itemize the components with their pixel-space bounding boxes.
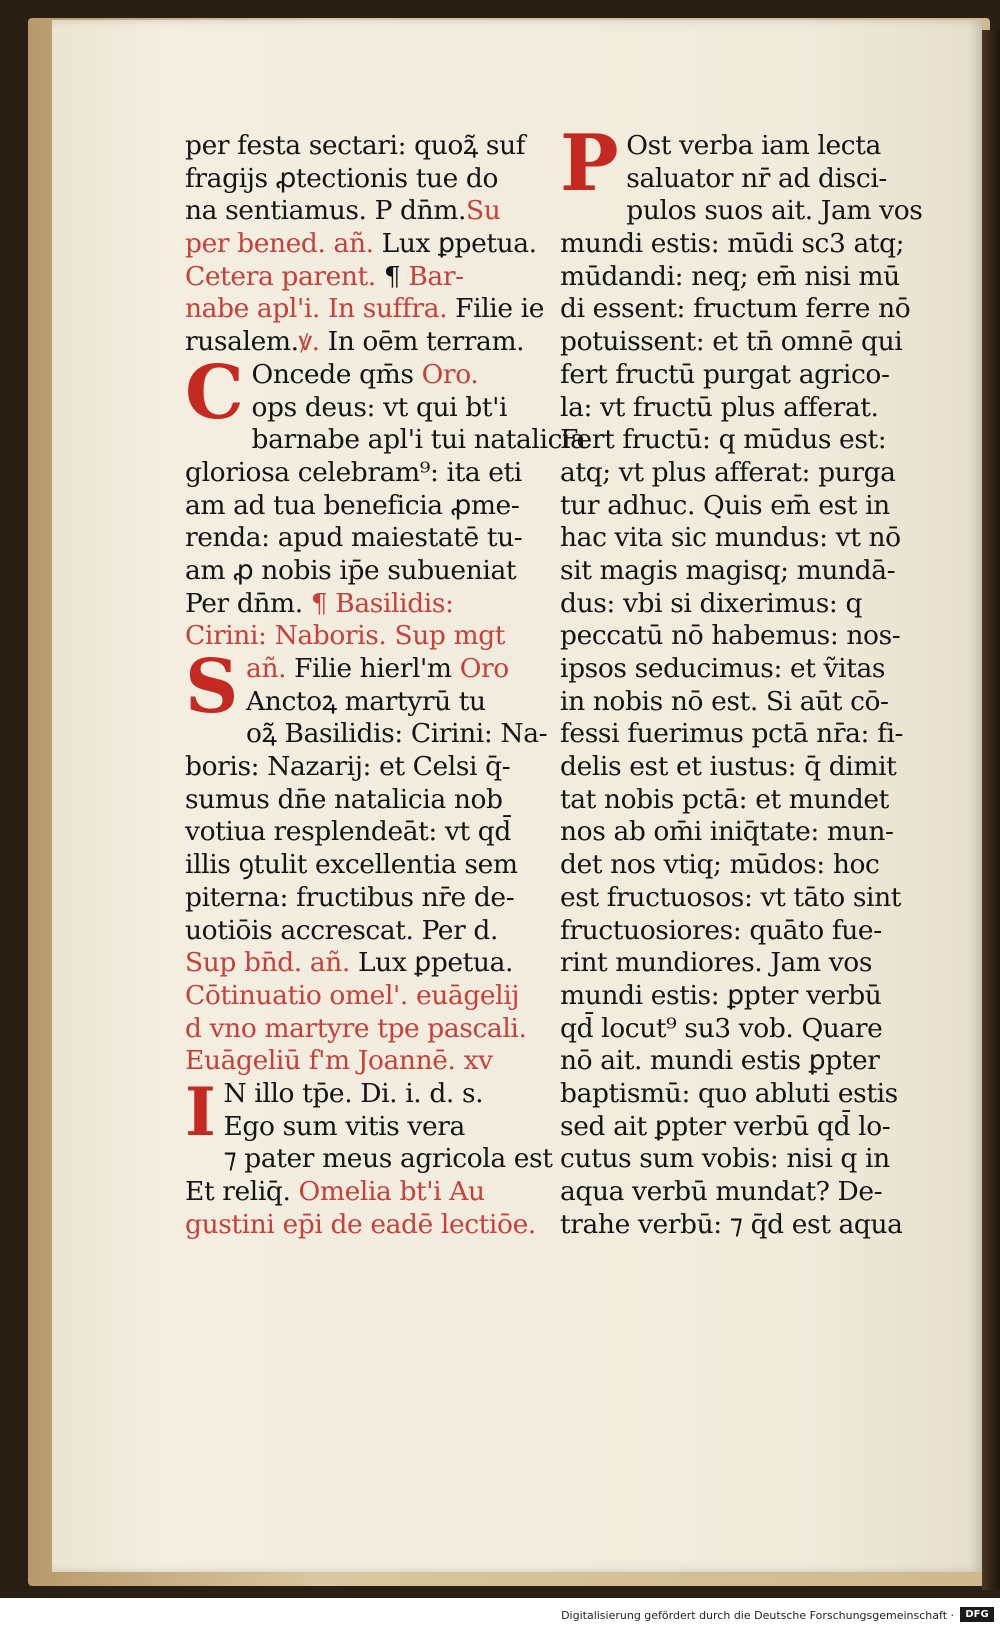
text-line	[185, 751, 555, 784]
text-line	[560, 1013, 935, 1046]
rubric-text: añ.	[246, 653, 287, 684]
body-text: nō ait. mundi estis ꝑpter	[560, 1045, 880, 1077]
text-line	[560, 228, 935, 261]
body-text: trahe verbū: ⁊ q̄d est aqua	[560, 1208, 903, 1240]
text-line	[185, 1176, 555, 1209]
body-text: delis est et iustus: q̄ dimit	[560, 751, 897, 783]
text-line	[560, 653, 935, 686]
rubric-text: Oro	[459, 653, 509, 684]
text-line	[185, 228, 555, 261]
text-line	[560, 1045, 935, 1078]
initial-i: I	[185, 1072, 216, 1151]
body-text: piterna: fructibus nr̄e de-	[185, 881, 515, 913]
body-text: dus: vbi si dixerimus: q	[560, 587, 863, 619]
body-text: Oncede qm̄s	[251, 358, 422, 390]
text-line	[185, 620, 555, 653]
rubric-text: d vno martyre tpe pascali.	[185, 1012, 527, 1044]
text-line	[560, 718, 935, 751]
body-text: nos ab om̄i iniq̄tate: mun-	[560, 816, 894, 848]
text-line	[185, 1045, 555, 1078]
text-line	[185, 1143, 555, 1176]
rubric-text: Oro.	[421, 358, 479, 390]
rubric-text: Cirini: Naboris. Sup mgt	[185, 620, 506, 652]
prayer-block-2-head	[185, 644, 555, 1078]
body-text: saluator nr̄ ad disci-	[626, 162, 887, 194]
initial-s: S	[185, 644, 239, 730]
body-text: boris: Nazarij: et Celsi q̄-	[185, 751, 511, 783]
body-text: mundi estis: ꝑpter verbū	[560, 979, 882, 1011]
text-line	[560, 490, 935, 523]
body-text: fert fructū purgat agrico-	[560, 358, 890, 390]
text-line	[560, 457, 935, 490]
text-line	[185, 653, 555, 686]
body-text: votiua resplendeāt: vt qd̄	[185, 816, 511, 848]
body-text: in nobis nō est. Si aūt cō-	[560, 685, 889, 717]
body-text: uotiōis accrescat. Per d.	[185, 914, 498, 946]
body-text: Ost verba iam lecta	[626, 130, 881, 161]
body-text: sed ait ꝑpter verbū qd̄ lo-	[560, 1110, 891, 1142]
text-line	[560, 915, 935, 948]
body-text: sumus dn̄e natalicia nob	[185, 783, 503, 815]
text-line	[185, 293, 555, 326]
text-line	[560, 980, 935, 1013]
body-text: Lux ꝑpetua.	[349, 947, 514, 979]
rubric-text: Sup bn̄d. añ.	[185, 947, 350, 979]
body-text: gloriosa celebram⁹: ita eti	[185, 456, 522, 488]
rubric-text: ¶ Basilidis:	[310, 587, 454, 619]
rubric-text: nabe apl'i. In suffra.	[185, 293, 448, 325]
binding-shadow	[982, 30, 1000, 1590]
text-line	[185, 784, 555, 817]
body-text: atq; vt plus afferat: purga	[560, 456, 896, 488]
initial-block-2	[185, 644, 555, 1078]
text-line	[560, 555, 935, 588]
rubric-text: ꝟ.	[298, 326, 320, 358]
body-text: am ꝓ nobis ip̄e subueniat	[185, 554, 517, 586]
text-line	[185, 1013, 555, 1046]
left-text-column	[185, 130, 586, 1241]
footer-bar	[0, 1598, 1000, 1632]
body-text: ops deus: vt qui bt'i	[251, 391, 508, 423]
right-text-column	[560, 118, 935, 1241]
body-text: pulos suos ait. Jam vos	[626, 195, 923, 227]
text-line	[185, 490, 555, 523]
body-text: fessi fuerimus pctā nr̄a: fi-	[560, 718, 904, 750]
text-line	[185, 1078, 555, 1111]
body-text: renda: apud maiestatē tu-	[185, 522, 523, 554]
text-line	[560, 424, 935, 457]
body-text: Filie ie	[447, 293, 545, 325]
body-text: Per dn̄m.	[185, 587, 311, 619]
body-text: peccatū nō habemus: nos-	[560, 620, 901, 652]
text-line	[185, 849, 555, 882]
text-line	[185, 457, 555, 490]
text-line	[185, 718, 555, 751]
text-line	[560, 359, 935, 392]
dfg-logo: DFG	[960, 1607, 994, 1622]
text-line	[560, 1078, 935, 1111]
rubric-text: Bar-	[408, 260, 464, 292]
text-line	[560, 1143, 935, 1176]
text-line	[185, 163, 555, 196]
body-text: potuissent: et tn̄ omnē qui	[560, 326, 903, 358]
initial-block-1	[185, 349, 586, 653]
text-line	[560, 261, 935, 294]
body-text: na sentiamus. P dn̄m.	[185, 195, 467, 227]
body-text: cutus sum vobis: nisi q in	[560, 1143, 890, 1175]
rubric-text: Euāgeliū f'm Joannē. xv	[185, 1045, 493, 1077]
body-text: Filie hierl'm	[286, 653, 460, 684]
rubric-text: gustini ep̄i de eadē lectiōe.	[185, 1208, 536, 1240]
initial-p: P	[560, 118, 619, 209]
text-line	[185, 261, 555, 294]
initial-c: C	[185, 349, 244, 436]
left-column-top-lines	[185, 130, 555, 359]
body-text: Lux ꝑpetua.	[373, 228, 537, 260]
body-text: det nos vtiq; mūdos: hoc	[560, 849, 880, 881]
rubric-text: Cōtinuatio omel'. euāgelij	[185, 979, 520, 1011]
text-line	[185, 686, 555, 719]
text-line	[560, 392, 935, 425]
body-text: rusalem.	[185, 326, 299, 358]
text-line	[560, 751, 935, 784]
text-line	[560, 326, 935, 359]
text-line	[185, 588, 555, 621]
body-text: mundi estis: mūdi sc3 atq;	[560, 228, 905, 260]
body-text: per festa sectari: quoꝝ̃ suf	[185, 130, 526, 161]
text-line	[560, 620, 935, 653]
text-line	[560, 882, 935, 915]
text-line	[560, 849, 935, 882]
body-text: illis ꝯtulit excellentia sem	[185, 849, 518, 881]
text-line	[185, 947, 555, 980]
rubric-text: Su	[466, 195, 501, 227]
body-text: la: vt fructū plus afferat.	[560, 391, 879, 423]
text-line	[185, 195, 555, 228]
body-text: fructuosiores: quāto fue-	[560, 914, 882, 946]
body-text: Ego sum vitis vera	[223, 1110, 465, 1142]
body-text: rint mundiores. Jam vos	[560, 947, 873, 979]
body-text: fragijs ꝓtectionis tue do	[185, 162, 499, 194]
body-text: sit magis magisq; mundā-	[560, 554, 896, 586]
text-line	[185, 130, 555, 163]
body-text: Et reliq̄.	[185, 1176, 291, 1207]
body-text: Anctoꝝ martyrū tu	[246, 685, 486, 717]
body-text: tur adhuc. Quis em̄ est in	[560, 489, 890, 521]
text-line	[560, 1176, 935, 1209]
body-text: mūdandi: neq; em̄ nisi mū	[560, 260, 900, 292]
body-text: di essent: fructum ferre nō	[560, 293, 911, 325]
text-line	[560, 588, 935, 621]
body-text: am ad tua beneficia ꝓme-	[185, 489, 520, 521]
body-text: qd̄ locut⁹ su3 vob. Quare	[560, 1012, 883, 1044]
text-line	[560, 947, 935, 980]
text-line	[560, 522, 935, 555]
body-text: hac vita sic mundus: vt nō	[560, 522, 901, 554]
body-text: ipsos seducimus: et ṽitas	[560, 653, 886, 684]
funding-notice: Digitalisierung gefördert durch die Deutsche Forschungsgemeinschaft ·	[561, 1609, 954, 1622]
body-text: In oēm terram.	[319, 326, 525, 358]
initial-block-3	[185, 1072, 555, 1241]
text-line	[560, 816, 935, 849]
rubric-text: Omelia bt'i Au	[290, 1176, 485, 1207]
text-line	[560, 293, 935, 326]
body-text: ¶	[375, 260, 409, 292]
text-line	[185, 915, 555, 948]
text-line	[185, 882, 555, 915]
body-text: est fructuosos: vt tāto sint	[560, 881, 902, 913]
text-line	[185, 980, 555, 1013]
body-text: barnabe apl'i tui natalicia	[251, 424, 586, 456]
text-line	[185, 1111, 555, 1144]
text-line	[185, 326, 555, 359]
body-text: Fert fructū: q mūdus est:	[560, 424, 887, 456]
gospel-block	[185, 1072, 555, 1241]
text-line	[185, 816, 555, 849]
body-text: N illo tp̄e. Di. i. d. s.	[223, 1077, 484, 1109]
body-text: aqua verbū mundat? De-	[560, 1176, 883, 1207]
body-text: oꝝ̃ Basilidis: Cirini: Na-	[246, 718, 548, 750]
text-line	[560, 686, 935, 719]
text-line	[560, 1209, 935, 1242]
text-line	[185, 1209, 555, 1242]
homily-text	[560, 118, 935, 1241]
rubric-text: per bened. añ.	[185, 228, 374, 260]
text-line	[185, 522, 555, 555]
body-text: tat nobis pctā: et mundet	[560, 783, 889, 815]
rubric-text: Cetera parent.	[185, 260, 376, 292]
text-line	[185, 555, 555, 588]
text-line	[560, 784, 935, 817]
body-text: baptismū: quo abluti estis	[560, 1077, 898, 1109]
body-text: ⁊ pater meus agricola est	[223, 1143, 553, 1175]
text-line	[560, 1111, 935, 1144]
